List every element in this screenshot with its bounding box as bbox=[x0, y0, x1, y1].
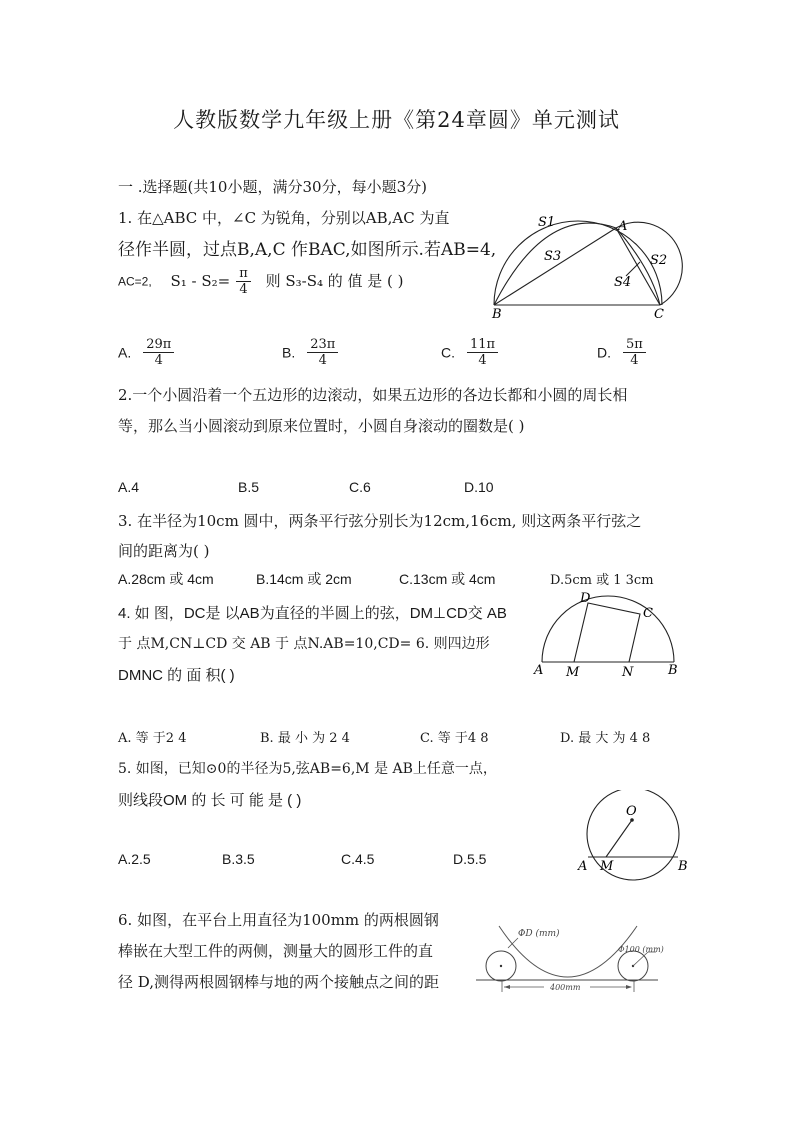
q1-fraction bbox=[236, 266, 251, 297]
q1-figure bbox=[486, 198, 686, 320]
q2-line2: 等，那么当小圆滚动到原来位置时，小圆自身滚动的圈数是( ) bbox=[118, 417, 525, 435]
label-s4: S4 bbox=[614, 275, 632, 290]
q2-line1: 2.一个小圆沿着一个五边形的边滚动，如果五边形的各边长都和小圆的周长相 bbox=[118, 386, 628, 404]
q1-option-d-label: D. bbox=[597, 344, 611, 361]
s4-pointer bbox=[626, 262, 640, 276]
semicircle-ab bbox=[542, 596, 674, 662]
q1-option-a-num: 29π bbox=[143, 337, 174, 353]
label-a: A bbox=[534, 663, 544, 678]
q2-option-a[interactable]: A.4 bbox=[118, 479, 140, 495]
section-heading: 一 .选择题(共10小题，满分30分，每小题3分) bbox=[118, 178, 427, 196]
q3-line1: 3. 在半径为10cm 圆中，两条平行弦分别长为12cm,16cm, 则这两条平行弦之 bbox=[118, 512, 642, 530]
label-a: A bbox=[578, 859, 588, 874]
semicircle-ab-big bbox=[494, 221, 662, 305]
q4-figure bbox=[530, 590, 680, 680]
label-c: C bbox=[654, 307, 664, 320]
q1-option-a[interactable] bbox=[118, 337, 174, 368]
q1-option-a-den: 4 bbox=[154, 353, 163, 368]
q5-option-d[interactable]: D.5.5 bbox=[453, 851, 487, 867]
q1-ac-value: AC=2, bbox=[118, 274, 152, 289]
q1-option-b[interactable] bbox=[282, 337, 338, 368]
q1-option-b-num: 23π bbox=[307, 337, 338, 353]
q1-option-b-den: 4 bbox=[318, 353, 327, 368]
page-title: 人教版数学九年级上册《第24章圆》单元测试 bbox=[173, 108, 620, 132]
label-s1: S1 bbox=[538, 215, 556, 230]
label-m: M bbox=[600, 859, 614, 874]
label-a: A bbox=[618, 219, 628, 234]
label-s3: S3 bbox=[544, 249, 562, 264]
q1-option-c[interactable] bbox=[441, 337, 498, 368]
label-b: B bbox=[678, 859, 688, 874]
q1-question: 则 S₃-S₄ 的 值 是 ( ) bbox=[265, 271, 404, 290]
label-phi-d: ΦD (mm) bbox=[518, 929, 560, 939]
q5-option-a[interactable]: A.2.5 bbox=[118, 851, 151, 867]
label-s2: S2 bbox=[650, 253, 668, 268]
q5-option-b[interactable]: B.3.5 bbox=[222, 851, 255, 867]
q1-option-c-label: C. bbox=[441, 344, 455, 361]
q3-option-c[interactable]: C.13cm 或 4cm bbox=[399, 571, 496, 587]
q2-option-d[interactable]: D.10 bbox=[464, 479, 494, 495]
q4-option-a[interactable]: A. 等 于2 4 bbox=[118, 731, 187, 746]
q1-option-d[interactable] bbox=[597, 337, 646, 368]
label-n: N bbox=[622, 665, 634, 680]
q4-line2: 于 点M,CN⊥CD 交 AB 于 点N.AB=10,CD= 6. 则四边形 bbox=[118, 636, 490, 652]
q3-option-b[interactable]: B.14cm 或 2cm bbox=[256, 571, 352, 587]
label-c: C bbox=[643, 606, 653, 621]
q6-line2: 棒嵌在大型工件的两侧，测量大的圆形工件的直 bbox=[118, 942, 434, 960]
label-o: O bbox=[626, 804, 637, 819]
q5-line1: 5. 如图，已知⊙0的半径为5,弦AB=6,M 是 AB上任意一点， bbox=[118, 761, 497, 777]
segment-om bbox=[606, 820, 632, 857]
q6-figure bbox=[472, 918, 697, 993]
q3-line2: 间的距离为( ) bbox=[118, 542, 210, 560]
arc-bac bbox=[494, 223, 616, 305]
q1-line2: 径作半圆，过点B,A,C 作BAC,如图所示.若AB=4, bbox=[118, 240, 497, 260]
q2-option-b[interactable]: B.5 bbox=[238, 479, 260, 495]
q2-option-c[interactable]: C.6 bbox=[349, 479, 371, 495]
q1-frac-num: π bbox=[236, 266, 251, 282]
q1-option-d-den: 4 bbox=[630, 353, 639, 368]
label-b: B bbox=[668, 663, 678, 678]
q5-option-c[interactable]: C.4.5 bbox=[341, 851, 375, 867]
q4-option-d[interactable]: D. 最 大 为 4 8 bbox=[560, 731, 651, 746]
label-phi-100: Φ100 (mm) bbox=[618, 945, 664, 954]
label-d: D bbox=[580, 591, 591, 606]
q1-option-c-num: 11π bbox=[467, 337, 498, 353]
q1-option-d-num: 5π bbox=[623, 337, 646, 353]
q4-line1: 4. 如 图，DC是 以AB为直径的半圆上的弦，DM⊥CD交 AB bbox=[118, 605, 507, 622]
label-400mm: 400mm bbox=[550, 983, 581, 992]
q1-option-b-label: B. bbox=[282, 344, 296, 361]
q1-s1-s2: S₁ - S₂= bbox=[170, 271, 231, 290]
q6-line3: 径 D,测得两根圆钢棒与地的两个接触点之间的距 bbox=[118, 973, 440, 991]
q5-line2: 则线段OM 的 长 可 能 是 ( ) bbox=[118, 792, 302, 809]
q3-option-a[interactable]: A.28cm 或 4cm bbox=[118, 571, 214, 587]
q1-option-a-label: A. bbox=[118, 344, 132, 361]
label-b: B bbox=[492, 307, 502, 320]
q3-option-d[interactable]: D.5cm 或 1 3cm bbox=[550, 573, 654, 588]
q1-line1: 1. 在△ABC 中，∠C 为锐角，分别以AB,AC 为直 bbox=[118, 209, 450, 227]
q6-line1: 6. 如图，在平台上用直径为100mm 的两根圆钢 bbox=[118, 911, 439, 929]
q4-option-c[interactable]: C. 等 于4 8 bbox=[420, 731, 489, 746]
quadrilateral-dmnc bbox=[574, 603, 640, 662]
segment-ba bbox=[494, 228, 616, 305]
q4-line3: DMNC 的 面 积( ) bbox=[118, 667, 235, 684]
q1-frac-den: 4 bbox=[239, 282, 248, 297]
label-m: M bbox=[566, 665, 580, 680]
q4-option-b[interactable]: B. 最 小 为 2 4 bbox=[260, 731, 350, 746]
q1-option-c-den: 4 bbox=[478, 353, 487, 368]
q1-line3 bbox=[118, 266, 404, 297]
q5-figure bbox=[574, 790, 692, 885]
